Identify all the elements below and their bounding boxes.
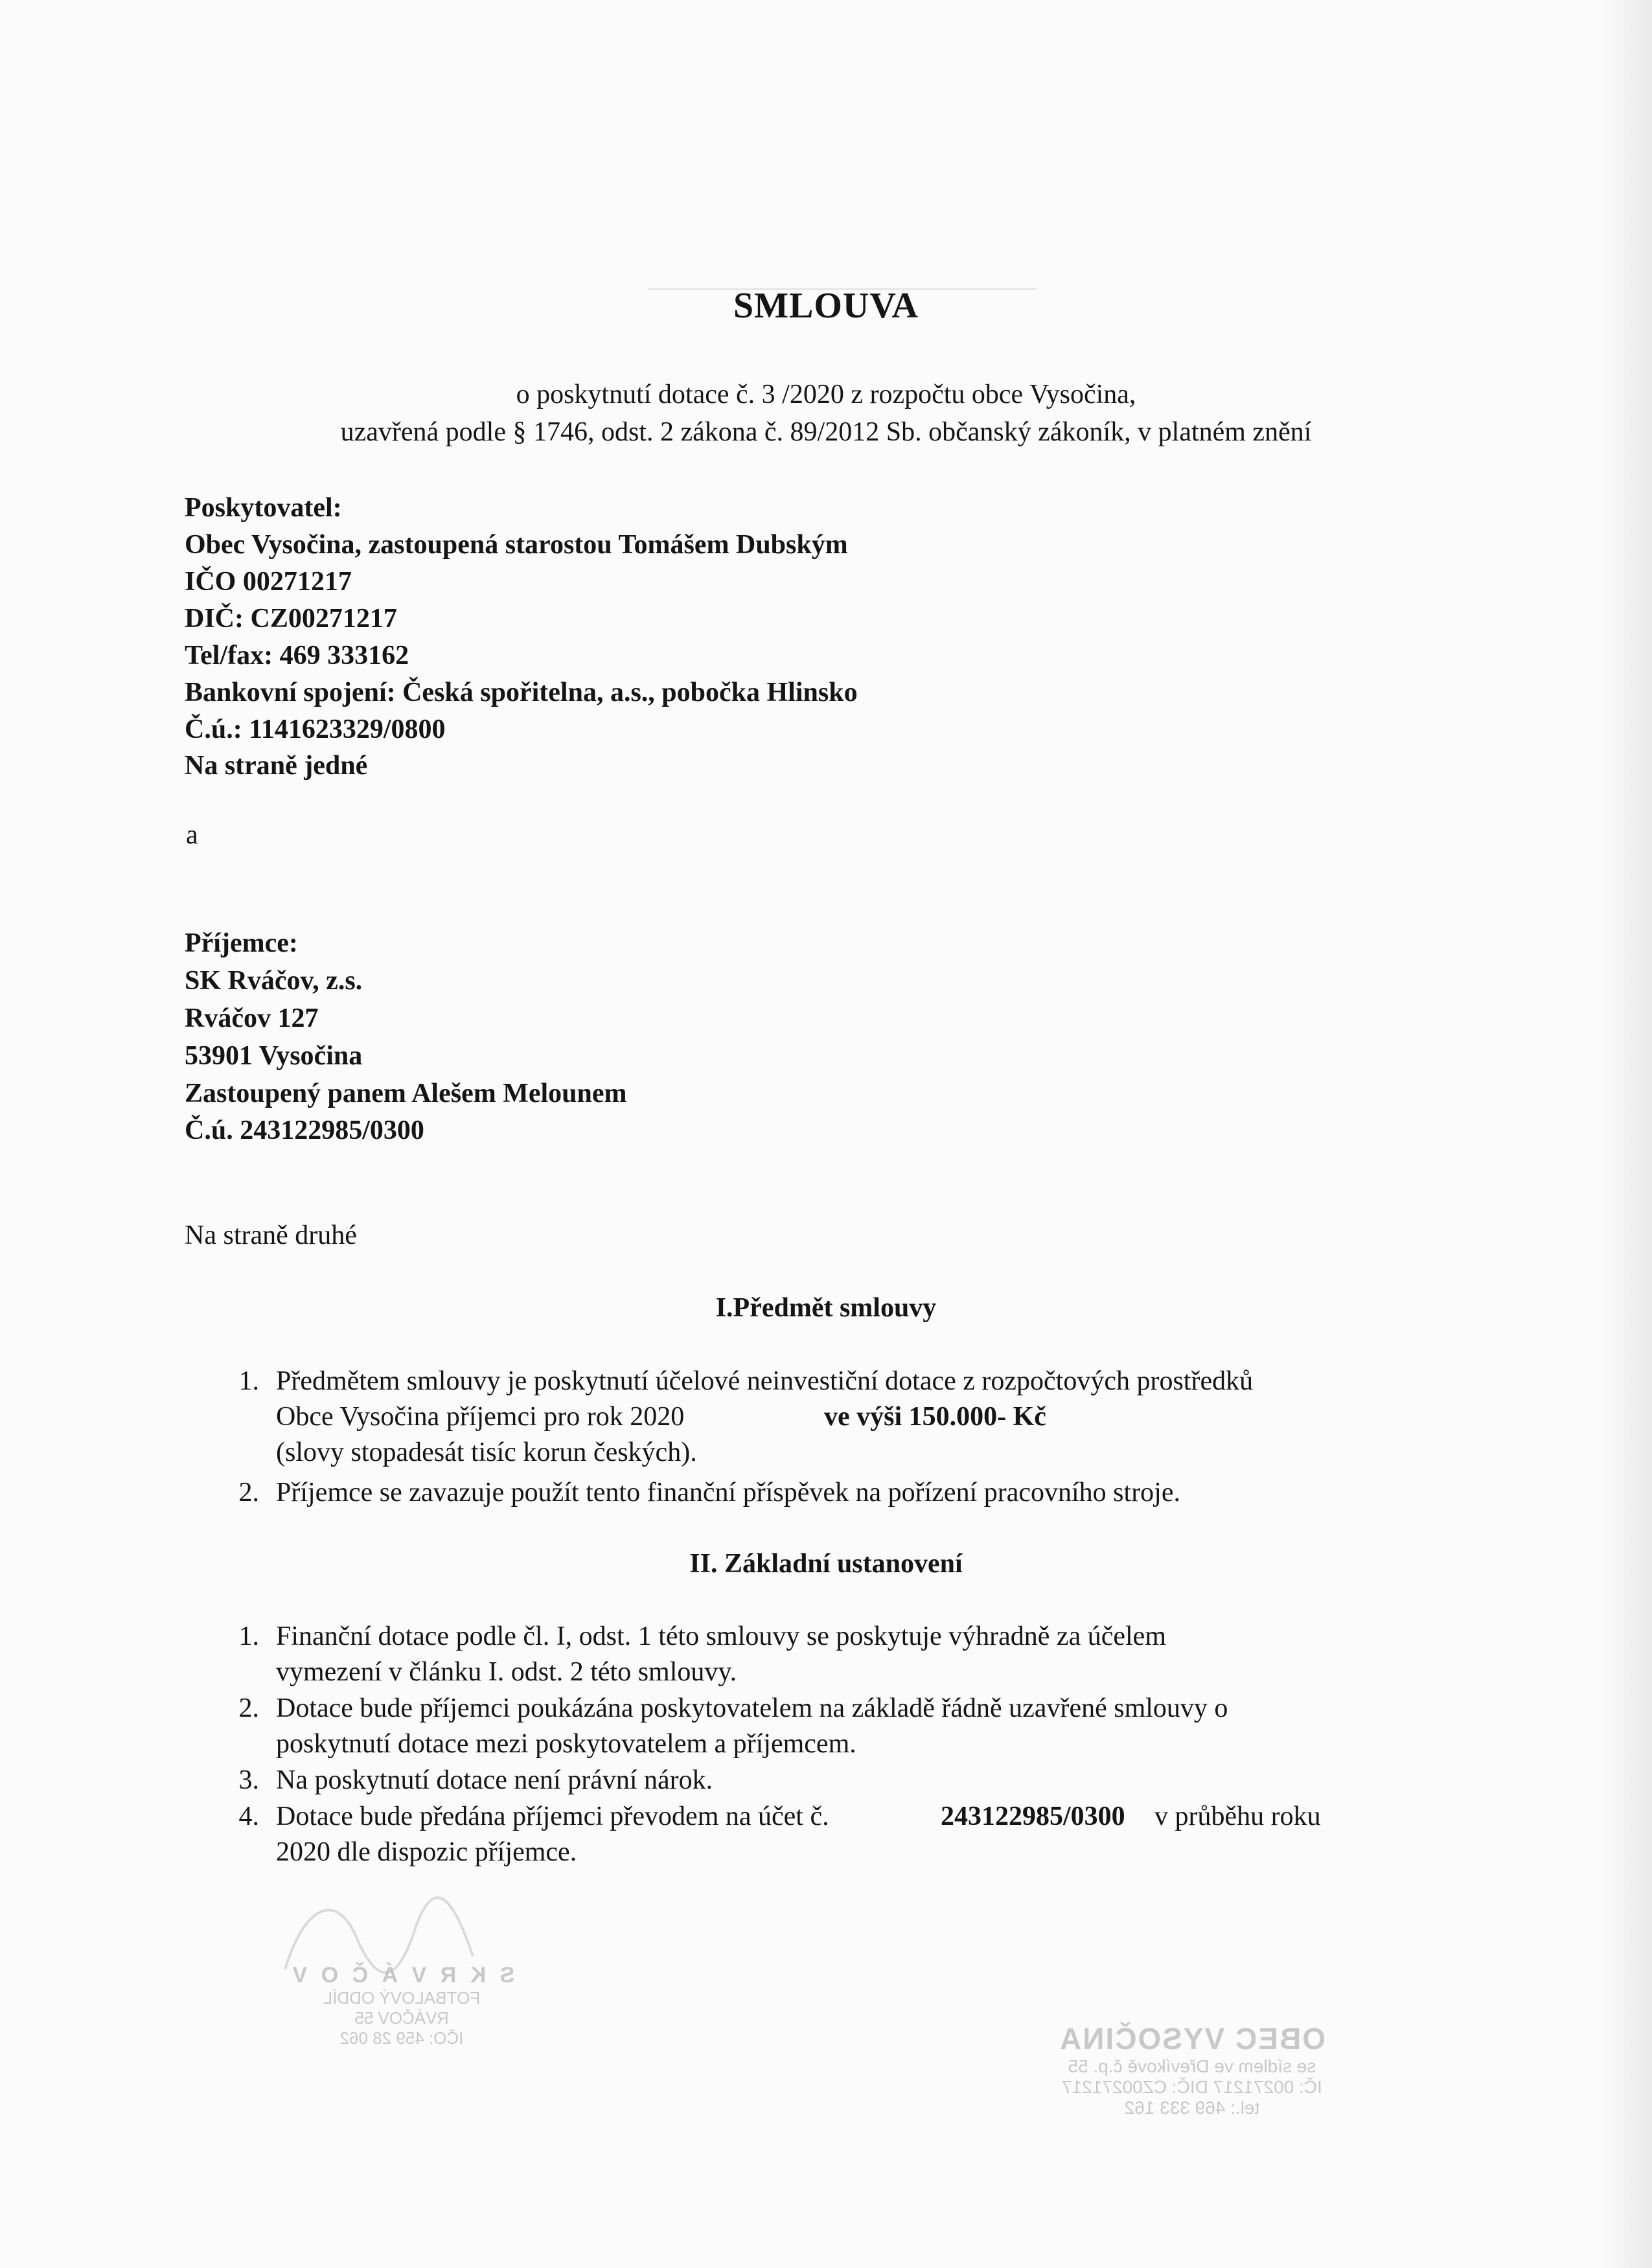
document-subtitle-line2: uzavřená podle § 1746, odst. 2 zákona č. 89/2012 Sb. občanský zákoník, v platném znění [340, 417, 1312, 447]
recipient-side: Na straně druhé [185, 1220, 357, 1250]
section1-item1-line3: (slovy stopadesát tisíc korun českých). [276, 1438, 697, 1467]
section1-item1-line1: Předmětem smlouvy je poskytnutí účelové neinvestiční dotace z rozpočtových prostředků [276, 1366, 1254, 1396]
section1-item1-amount: ve výši 150.000- Kč [824, 1402, 1046, 1432]
recipient-stamp-line3: RVÁČOV 55 [354, 2008, 449, 2028]
provider-label: Poskytovatel: [185, 493, 342, 523]
recipient-label: Příjemce: [185, 928, 298, 958]
provider-ico: IČO 00271217 [185, 567, 352, 597]
provider-name: Obec Vysočina, zastoupená starostou Tomášem Dubským [185, 530, 848, 560]
recipient-stamp-line2: FOTBALOVÝ ODDÍL [323, 1988, 481, 2008]
section1-item1-number: 1. [238, 1366, 259, 1396]
provider-stamp-line1: OBEC VYSOČINA [1059, 2022, 1325, 2056]
document-subtitle-line1: o poskytnutí dotace č. 3 /2020 z rozpočtu obce Vysočina, [516, 380, 1136, 409]
recipient-city: 53901 Vysočina [185, 1041, 363, 1071]
section1-item1-line2a: Obce Vysočina příjemci pro rok 2020 [276, 1402, 685, 1432]
provider-stamp [1011, 2021, 1373, 2118]
section2-item2-line1: Dotace bude příjemci poukázána poskytovatelem na základě řádně uzavřené smlouvy o [276, 1693, 1228, 1723]
section1-heading: I.Předmět smlouvy [715, 1293, 937, 1323]
conjunction: a [186, 820, 198, 850]
section2-item2-line2: poskytnutí dotace mezi poskytovatelem a příjemcem. [276, 1729, 856, 1759]
provider-stamp-line4: tel.: 469 333 162 [1124, 2098, 1260, 2118]
section2-item2-number: 2. [238, 1693, 259, 1723]
recipient-account: Č.ú. 243122985/0300 [185, 1116, 424, 1145]
section2-item1-number: 1. [238, 1621, 259, 1651]
provider-dic: DIČ: CZ00271217 [185, 604, 397, 634]
recipient-name: SK Rváčov, z.s. [185, 966, 363, 996]
section2-item3-number: 3. [238, 1765, 259, 1795]
provider-bank: Bankovní spojení: Česká spořitelna, a.s., pobočka Hlinsko [185, 678, 858, 707]
section2-item4-line2: 2020 dle dispozic příjemce. [276, 1837, 577, 1867]
section2-item4-number: 4. [238, 1802, 259, 1831]
page-edge-shadow [1600, 0, 1652, 2268]
recipient-stamp-line1: S K R V Á Č O V [288, 1963, 515, 1987]
section2-heading: II. Základní ustanovení [689, 1549, 963, 1579]
recipient-represented: Zastoupený panem Alešem Melounem [185, 1079, 627, 1108]
section2-item3-line1: Na poskytnutí dotace není právní nárok. [276, 1765, 713, 1795]
recipient-street: Rváčov 127 [185, 1003, 319, 1033]
provider-stamp-line3: IČ: 00271217 DIČ: CZ00271217 [1062, 2077, 1322, 2097]
provider-stamp-line2: se sídlem ve Dřevíkově č.p. 55 [1068, 2056, 1316, 2076]
section1-item2-number: 2. [238, 1478, 259, 1507]
recipient-stamp [285, 1963, 518, 2048]
provider-account: Č.ú.: 1141623329/0800 [185, 715, 446, 744]
section2-item4-account: 243122985/0300 [941, 1802, 1125, 1831]
provider-tel: Tel/fax: 469 333162 [185, 641, 409, 670]
section2-item4-line1c: v průběhu roku [1154, 1802, 1321, 1831]
provider-side: Na straně jedné [185, 751, 368, 781]
section2-item1-line1: Finanční dotace podle čl. I, odst. 1 této smlouvy se poskytuje výhradně za účelem [276, 1621, 1166, 1651]
section2-item4-line1a: Dotace bude předána příjemci převodem na účet č. [276, 1802, 829, 1831]
recipient-stamp-line4: IČO: 459 28 062 [339, 2028, 464, 2048]
section2-item1-line2: vymezení v článku I. odst. 2 této smlouvy. [276, 1657, 737, 1687]
section1-item2-line1: Příjemce se zavazuje použít tento finanční příspěvek na pořízení pracovního stroje. [276, 1478, 1180, 1507]
document-title: SMLOUVA [733, 286, 919, 326]
